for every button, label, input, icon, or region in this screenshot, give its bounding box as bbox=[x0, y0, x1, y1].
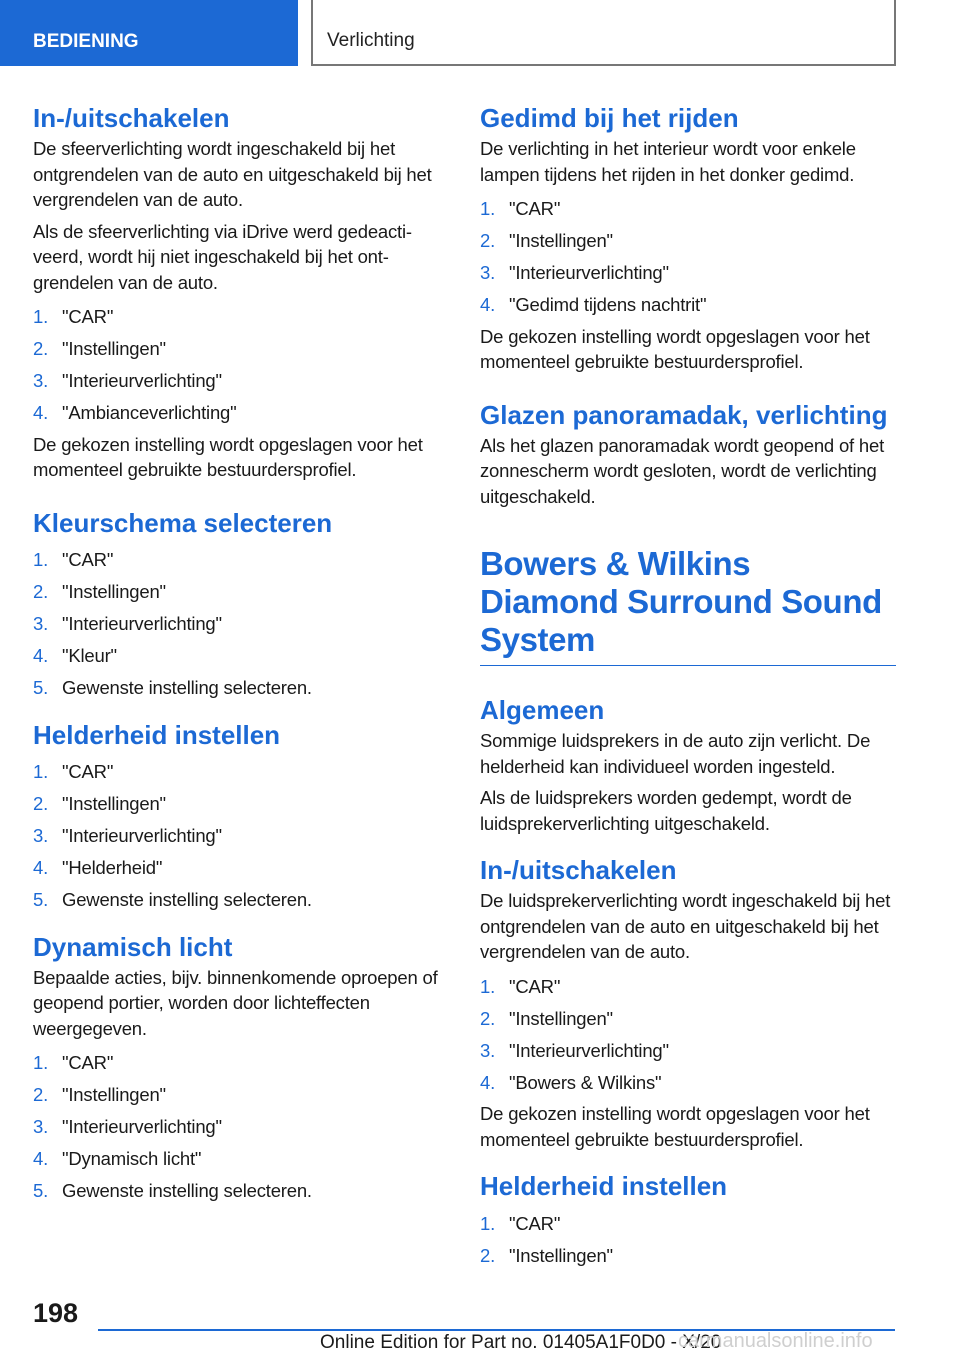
section-heading: In-/uitschakelen bbox=[33, 103, 230, 133]
step-text: "Helderheid" bbox=[62, 857, 163, 878]
list-item bbox=[480, 1038, 896, 1064]
list-item bbox=[33, 304, 449, 330]
step-text: Gewenste instelling selecteren. bbox=[62, 1180, 312, 1201]
list-item bbox=[480, 196, 896, 222]
step-text: "Instellingen" bbox=[509, 1007, 613, 1029]
step-list bbox=[480, 974, 896, 1096]
chapter-tab: Verlichting bbox=[311, 0, 896, 66]
list-item bbox=[33, 855, 449, 881]
list-item bbox=[33, 823, 449, 849]
step-number: 2. bbox=[33, 338, 49, 359]
step-text: "CAR" bbox=[62, 306, 114, 327]
step-text: Gewenste instelling selecteren. bbox=[62, 889, 312, 910]
list-item bbox=[33, 887, 449, 913]
page-header bbox=[0, 0, 960, 66]
section-heading: Glazen panoramadak, verlichting bbox=[480, 399, 888, 430]
step-number: 4. bbox=[480, 1071, 496, 1093]
step-number: 5. bbox=[33, 889, 49, 910]
step-text: "Instellingen" bbox=[62, 793, 166, 814]
step-number: 3. bbox=[33, 1116, 49, 1137]
list-item bbox=[33, 1146, 449, 1172]
step-number: 2. bbox=[33, 1084, 49, 1105]
list-item bbox=[480, 1211, 896, 1237]
watermark: carmanualsonline.info bbox=[678, 1330, 873, 1352]
step-number: 3. bbox=[33, 825, 49, 846]
step-number: 1. bbox=[480, 198, 496, 219]
step-text: "CAR" bbox=[62, 549, 114, 570]
step-text: "Ambianceverlichting" bbox=[62, 402, 237, 423]
paragraph: De gekozen instelling wordt opgeslagen voor het momenteel gebruikte bestuurdersprofiel. bbox=[480, 1103, 870, 1150]
step-number: 4. bbox=[33, 645, 49, 666]
list-item bbox=[33, 336, 449, 362]
list-item bbox=[33, 1114, 449, 1140]
step-list bbox=[33, 547, 449, 701]
step-number: 1. bbox=[33, 1052, 49, 1073]
list-item bbox=[33, 611, 449, 637]
step-text: "CAR" bbox=[62, 761, 114, 782]
section-heading: Helderheid instellen bbox=[480, 1171, 728, 1201]
step-text: Gewenste instelling selecteren. bbox=[62, 677, 312, 698]
section-heading: Algemeen bbox=[480, 695, 605, 725]
step-text: "CAR" bbox=[509, 975, 561, 997]
step-text: "Interieurverlichting" bbox=[62, 370, 222, 391]
step-text: "Instellingen" bbox=[62, 338, 166, 359]
step-number: 3. bbox=[480, 262, 496, 283]
paragraph: De luidsprekerverlichting wordt ingeschakeld bij het ontgrendelen van de auto en uitgeschakeld bij het vergrendelen van de auto. bbox=[480, 890, 891, 962]
step-text: "CAR" bbox=[509, 198, 561, 219]
paragraph: Als de sfeerverlichting via iDrive werd gedeactiveerd, wordt hij niet ingeschakeld bij het ontgrendelen van de auto. bbox=[33, 220, 413, 293]
step-number: 2. bbox=[33, 581, 49, 602]
step-number: 1. bbox=[33, 761, 49, 782]
step-number: 5. bbox=[33, 677, 49, 698]
list-item bbox=[33, 400, 449, 426]
step-text: "Instellingen" bbox=[509, 1244, 613, 1266]
list-item bbox=[33, 1082, 449, 1108]
section-tab: BEDIENING bbox=[0, 0, 298, 66]
list-item bbox=[33, 675, 449, 701]
paragraph: Bepaalde acties, bijv. binnenkomende oproepen of geopend portier, worden door lichteffecten weergegeven. bbox=[33, 966, 438, 1039]
step-number: 4. bbox=[33, 857, 49, 878]
list-item bbox=[33, 759, 449, 785]
step-list bbox=[33, 1050, 449, 1204]
step-list bbox=[33, 759, 449, 913]
step-number: 2. bbox=[480, 230, 496, 251]
list-item bbox=[480, 260, 896, 286]
list-item bbox=[480, 292, 896, 318]
step-text: "Instellingen" bbox=[509, 230, 613, 251]
step-text: "CAR" bbox=[509, 1212, 561, 1234]
step-text: "Dynamisch licht" bbox=[62, 1148, 202, 1169]
edition-text: Online Edition for Part no. 01405A1F0D0 - X/20 bbox=[320, 1332, 722, 1353]
list-item bbox=[33, 368, 449, 394]
list-item bbox=[33, 547, 449, 573]
chapter-title: Bowers & Wilkins Diamond Surround Sound System bbox=[480, 545, 896, 666]
step-text: "Interieurverlichting" bbox=[509, 262, 669, 283]
paragraph: De sfeerverlichting wordt ingeschakeld bij het ontgrendelen van de auto en uitgeschakeld bij het vergrendelen van de auto. bbox=[33, 138, 432, 210]
paragraph: Als het glazen panoramadak wordt geopend of het zonnescherm wordt gesloten, wordt de verlichting uitgeschakeld. bbox=[480, 434, 885, 507]
list-item bbox=[33, 1178, 449, 1204]
step-number: 4. bbox=[480, 294, 496, 315]
step-text: "Instellingen" bbox=[62, 1084, 166, 1105]
step-text: "Interieurverlichting" bbox=[62, 825, 222, 846]
step-list bbox=[480, 1211, 896, 1269]
step-number: 2. bbox=[33, 793, 49, 814]
step-list bbox=[33, 304, 449, 426]
list-item bbox=[480, 1243, 896, 1269]
step-number: 1. bbox=[33, 306, 49, 327]
section-heading: Gedimd bij het rijden bbox=[480, 103, 739, 133]
step-number: 5. bbox=[33, 1180, 49, 1201]
step-text: "Kleur" bbox=[62, 645, 117, 666]
list-item bbox=[480, 974, 896, 1000]
step-number: 4. bbox=[33, 1148, 49, 1169]
list-item bbox=[480, 1006, 896, 1032]
list-item bbox=[33, 579, 449, 605]
step-number: 1. bbox=[33, 549, 49, 570]
step-number: 1. bbox=[480, 1212, 496, 1234]
list-item bbox=[33, 643, 449, 669]
list-item bbox=[480, 228, 896, 254]
paragraph: De verlichting in het interieur wordt voor enkele lampen tijdens het rijden in het donker gedimd. bbox=[480, 138, 856, 185]
page-number: 198 bbox=[33, 1298, 79, 1328]
paragraph: Sommige luidsprekers in de auto zijn verlicht. De helderheid kan individueel worden ingesteld. bbox=[480, 730, 871, 777]
list-item bbox=[33, 791, 449, 817]
section-heading: Kleurschema selecteren bbox=[33, 507, 333, 538]
right-column bbox=[480, 100, 896, 1268]
step-number: 3. bbox=[480, 1039, 496, 1061]
step-number: 2. bbox=[480, 1244, 496, 1266]
paragraph: Als de luidsprekers worden gedempt, wordt de luidsprekerverlichting uitgeschakeld. bbox=[480, 787, 852, 834]
section-heading: Dynamisch licht bbox=[33, 931, 233, 962]
step-number: 3. bbox=[33, 613, 49, 634]
step-list bbox=[480, 196, 896, 318]
page-footer bbox=[0, 1290, 960, 1362]
step-text: "Interieurverlichting" bbox=[509, 1039, 669, 1061]
section-heading: In-/uitschakelen bbox=[480, 855, 677, 885]
list-item bbox=[33, 1050, 449, 1076]
step-text: "Gedimd tijdens nachtrit" bbox=[509, 294, 707, 315]
step-number: 3. bbox=[33, 370, 49, 391]
step-text: "Bowers & Wilkins" bbox=[509, 1071, 662, 1093]
section-heading: Helderheid instellen bbox=[33, 719, 281, 750]
left-column bbox=[33, 100, 449, 1204]
step-text: "Instellingen" bbox=[62, 581, 166, 602]
step-text: "Interieurverlichting" bbox=[62, 1116, 222, 1137]
step-text: "CAR" bbox=[62, 1052, 114, 1073]
paragraph: De gekozen instelling wordt opgeslagen voor het momenteel gebruikte bestuurdersprofiel. bbox=[33, 433, 423, 480]
list-item bbox=[480, 1070, 896, 1096]
step-number: 1. bbox=[480, 975, 496, 997]
paragraph: De gekozen instelling wordt opgeslagen voor het momenteel gebruikte bestuurdersprofiel. bbox=[480, 325, 870, 372]
step-text: "Interieurverlichting" bbox=[62, 613, 222, 634]
step-number: 2. bbox=[480, 1007, 496, 1029]
step-number: 4. bbox=[33, 402, 49, 423]
